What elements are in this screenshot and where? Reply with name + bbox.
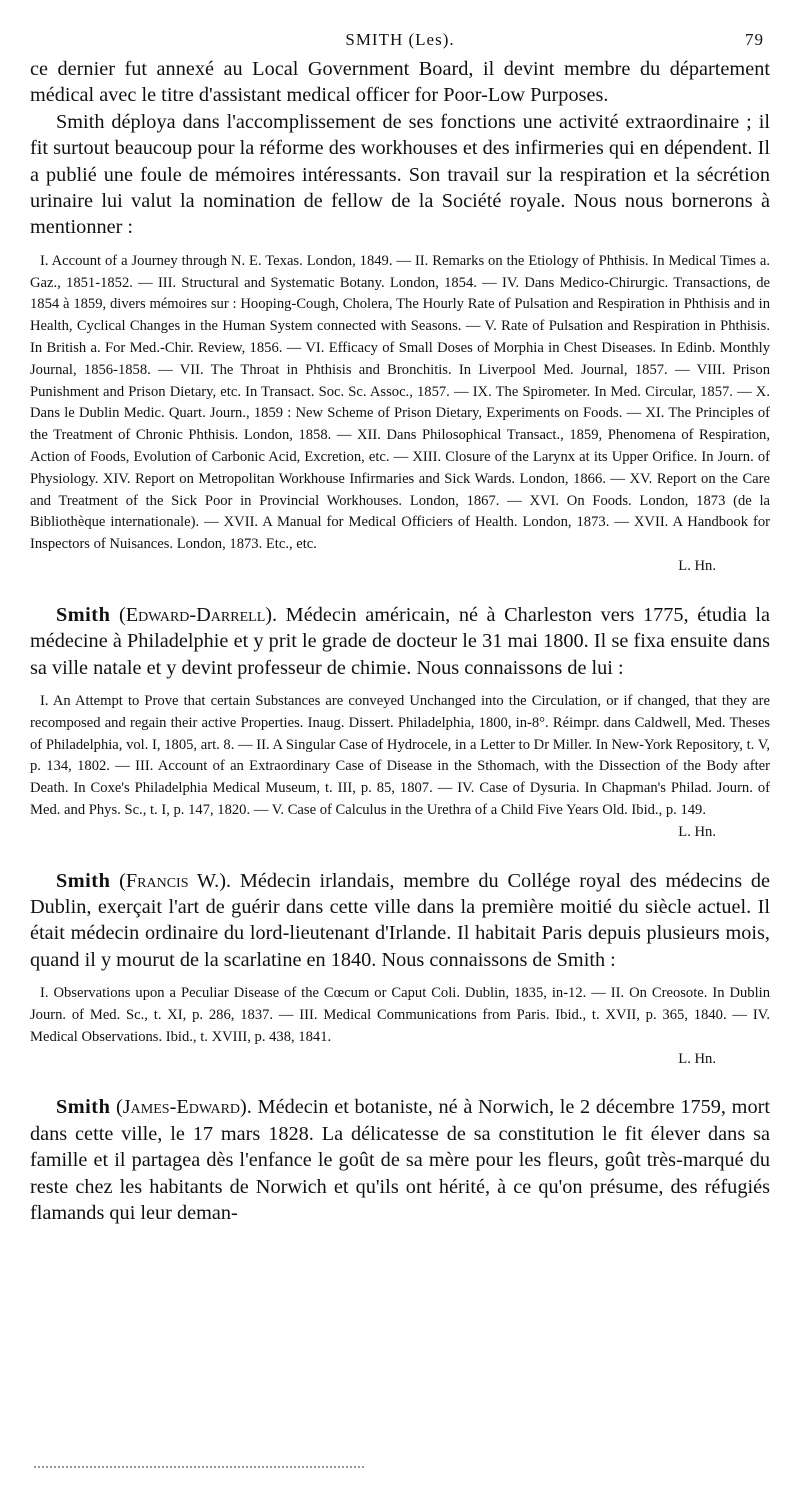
intro-author-signature: L. Hn. — [678, 558, 716, 574]
running-head: SMITH (Les). — [345, 30, 455, 49]
entry-author-signature: L. Hn. — [678, 1050, 716, 1067]
entry-james-edward — [30, 1094, 770, 1226]
page-number: 79 — [745, 30, 764, 49]
page — [30, 26, 770, 1226]
entry-author-signature: L. Hn. — [678, 823, 716, 840]
footer-dotted-rule — [34, 1466, 364, 1468]
entry-francis-w — [30, 868, 770, 1071]
entry-edward-darrell — [30, 602, 770, 844]
entry-author-wrap — [30, 822, 770, 844]
entry-given-name: (James-Edward). — [116, 1096, 252, 1119]
intro-paragraph-1: ce dernier fut annexé au Local Government Board, il devint membre du département médical avec le titre d'assistant medical officer for Poor-Low Purposes. — [30, 58, 770, 107]
entry-surname: Smith — [56, 1096, 111, 1119]
intro-paragraph-2: Smith déploya dans l'accomplissement de ses fonctions une activité extraordinaire ; il fit surtout beaucoup pour la réforme des workhouses et des infirmeries qui en dépendent. Il a publié une foule de mémoires intéressants. Son travail sur la respiration et la sécrétion urinaire lui valut la nomination de fellow de la Société royale. Nous nous bornerons à mentionner : — [30, 110, 770, 239]
entry-text: Médecin américain, né à Charleston vers 1775, étudia la médecine à Philadelphie et y prit le grade de docteur le 31 mai 1800. Il se fixa ensuite dans sa ville natale et y devint professeur de chimie. Nous connaissons de lui : — [30, 603, 770, 679]
intro-author-wrap — [30, 556, 770, 578]
entry-author-wrap — [30, 1049, 770, 1071]
entry-bibliography: I. An Attempt to Prove that certain Substances are conveyed Unchanged into the Circulation, or if changed, that they are recomposed and regain their active Properties. Inaug. Dissert. Philadelphia, 1800, in-8°. Réimpr. dans Caldwell, Med. Theses of Philadelphia, vol. I, 1805, art. 8. — II. A Singular Case of Hydrocele, in a Letter to Dr Miller. In New-York Repository, t. V, p. 134, 1802. — III. Account of an Extraordinary Case of Disease in the Sthomach, with the Dissection of the Body after Death. In Coxe's Philadelphia Medical Museum, t. III, p. 85, 1807. — IV. Case of Dysuria. In Chapman's Philad. Journ. of Med. and Phys. Sc., t. I, p. 147, 1820. — V. Case of Calculus in the Urethra of a Child Five Years Old. Ibid., p. 149. — [30, 693, 770, 818]
intro-bibliography: I. Account of a Journey through N. E. Texas. London, 1849. — II. Remarks on the Etiology of Phthisis. In Medical Times a. Gaz., 1851-1852. — III. Structural and Systematic Botany. London, 1854. — IV. Dans Medico-Chirurgic. Transactions, de 1854 à 1859, divers mémoires sur : Hooping-Cough, Cholera, The Hourly Rate of Pulsation and Respiration in Phthisis and in Health, Cyclical Changes in the Human System connected with Seasons. — V. Rate of Pulsation and Respiration in Phthisis. In British a. For Med.-Chir. Review, 1856. — VI. Efficacy of Small Doses of Morphia in Chest Diseases. In Edinb. Monthly Journal, 1856-1858. — VII. The Throat in Phthisis and Bronchitis. In Liverpool Med. Journal, 1857. — VIII. Prison Punishment and Prison Dietary, etc. In Transact. Soc. Sc. Assoc., 1857. — IX. The Spirometer. In Med. Circular, 1857. — X. Dans le Dublin Medic. Quart. Journ., 1859 : New Scheme of Prison Dietary, Experiments on Foods. — XI. The Principles of the Treatment of Chronic Phthisis. London, 1858. — XII. Dans Philosophical Transact., 1859, Phenomena of Respiration, Action of Foods, Evolution of Carbonic Acid, Excretion, etc. — XIII. Closure of the Larynx at its Upper Orifice. In Journ. of Physiology. XIV. Report on Metropolitan Workhouse Infirmaries and Sick Wards. London, 1866. — XV. Report on the Care and Treatment of the Sick Poor in Provincial Workhouses. London, 1867. — XVI. On Foods. London, 1873 (de la Bibliothèque internationale). — XVII. A Manual for Medical Officiers of Health. London, 1873. — XVII. A Handbook for Inspectors of Nuisances. London, 1873. Etc., etc. — [30, 252, 770, 553]
entry-bibliography: I. Observations upon a Peculiar Disease of the Cœcum or Caput Coli. Dublin, 1835, in-12. — II. On Creosote. In Dublin Journ. of Med. Sc., t. XI, p. 286, 1837. — III. Medical Communications from Paris. Ibid., t. XVII, p. 365, 1840. — IV. Medical Observations. Ibid., t. XVIII, p. 438, 1841. — [30, 985, 770, 1045]
page-header — [30, 26, 770, 56]
entry-surname: Smith — [56, 603, 111, 626]
entry-text: Médecin irlandais, membre du Collége royal des médecins de Dublin, exerçait l'art de guérir dans cette ville dans la première moitié du siècle actuel. Il était médecin ordinaire du lord-lieutenant d'Irlande. Il habitait Paris depuis plusieurs mois, quand il y mourut de la scarlatine en 1840. Nous connaissons de Smith : — [30, 869, 770, 971]
entry-surname: Smith — [56, 869, 111, 892]
entry-given-name: (Edward-Darrell). — [118, 603, 278, 626]
entry-text: Médecin et botaniste, né à Norwich, le 2 décembre 1759, mort dans cette ville, le 17 mars 1828. La délicatesse de sa constitution le fit élever dans sa famille et il partagea dès l'enfance le goût de sa mère pour les fleurs, goût très-marqué du reste chez les habitants de Norwich et qu'ils ont hérité, à ce qu'on présume, des réfugiés flamands qui leur deman- — [30, 1096, 770, 1225]
entry-given-name: (Francis W.). — [119, 869, 232, 892]
